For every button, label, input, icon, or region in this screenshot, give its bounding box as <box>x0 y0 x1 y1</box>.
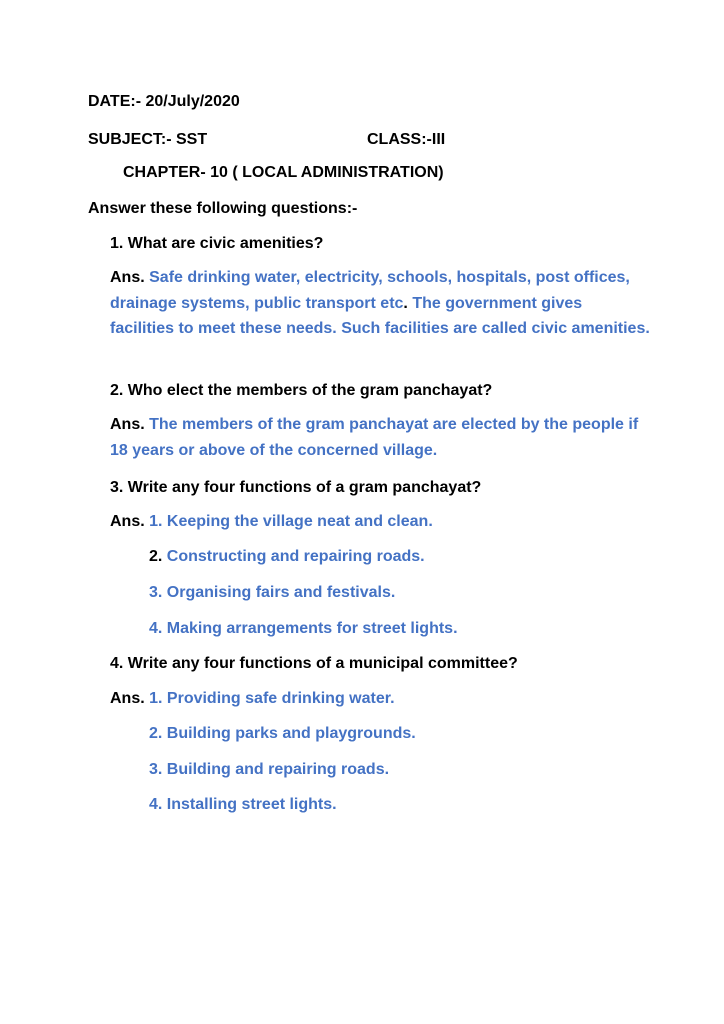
answer-2-text: The members of the gram panchayat are elected by the people if 18 years or above of the concerned village. <box>110 416 639 459</box>
answer-3-item-1: 1. Keeping the village neat and clean. <box>149 513 433 530</box>
answer-4-item-2: 2. Building parks and playgrounds. <box>149 725 416 742</box>
answer-1-part2: The government gives facilities to meet these needs. Such facilities are called civic amenities. <box>110 294 650 337</box>
question-2: 2. Who elect the members of the gram panchayat? <box>110 382 493 399</box>
answer-2 <box>110 412 650 463</box>
question-3: 3. Write any four functions of a gram panchayat? <box>110 479 482 496</box>
answer-3-first-line <box>110 512 433 532</box>
answer-3-item-2-text: Constructing and repairing roads. <box>166 548 425 565</box>
answer-label: Ans. <box>110 416 145 433</box>
answer-3-item-2 <box>149 547 425 567</box>
question-1: 1. What are civic amenities? <box>110 235 324 252</box>
answer-1 <box>110 265 650 342</box>
instruction-line: Answer these following questions:- <box>88 200 358 217</box>
subject-line: SUBJECT:- SST <box>88 131 208 148</box>
answer-3-item-2-number: 2. <box>149 548 163 565</box>
class-line: CLASS:-III <box>367 131 446 148</box>
answer-4-item-3: 3. Building and repairing roads. <box>149 761 390 778</box>
question-4: 4. Write any four functions of a municipal committee? <box>110 655 518 672</box>
answer-1-dot: . <box>403 294 408 312</box>
answer-label: Ans. <box>110 269 145 286</box>
answer-label: Ans. <box>110 513 145 530</box>
chapter-title: CHAPTER- 10 ( LOCAL ADMINISTRATION) <box>123 164 444 181</box>
answer-4-item-4: 4. Installing street lights. <box>149 796 337 813</box>
answer-3-item-3: 3. Organising fairs and festivals. <box>149 584 396 601</box>
answer-label: Ans. <box>110 690 145 707</box>
answer-1-part1: Safe drinking water, electricity, schools, hospitals, post offices, drainage systems, public transport etc <box>110 269 630 312</box>
date-line: DATE:- 20/July/2020 <box>88 93 240 110</box>
answer-4-item-1: 1. Providing safe drinking water. <box>149 690 395 707</box>
answer-3-item-4: 4. Making arrangements for street lights. <box>149 620 458 637</box>
answer-4-first-line <box>110 689 395 709</box>
